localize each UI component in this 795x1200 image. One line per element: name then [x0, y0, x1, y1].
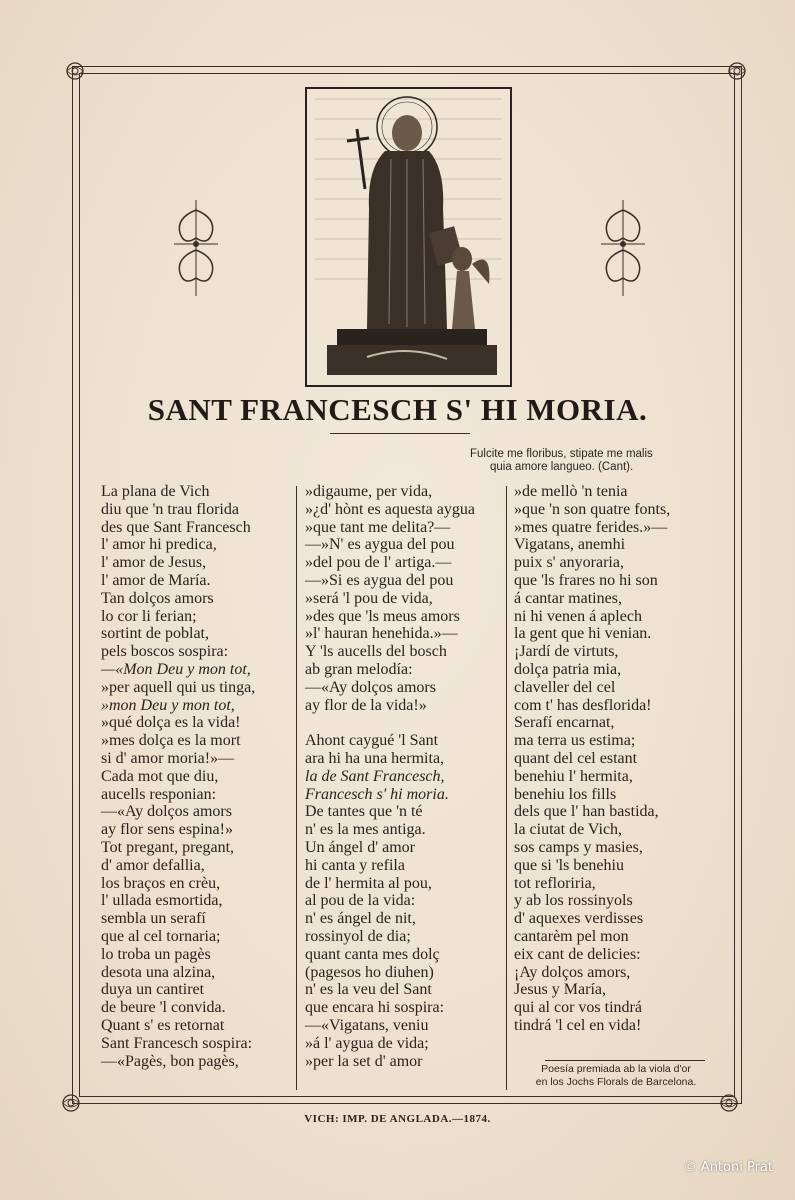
- poem-line: n' es la veu del Sant: [305, 981, 432, 999]
- poem-line: Cada mot que diu,: [101, 767, 219, 785]
- poem-line: diu que 'n trau florida: [101, 500, 239, 518]
- award-note: [516, 1063, 716, 1089]
- poem-line: eix cant de delicies:: [514, 945, 641, 963]
- poem-line: d' amor defallia,: [101, 856, 205, 874]
- poem-line: »l' hauran henehida.»—: [305, 625, 458, 643]
- poem-line: hi canta y refila: [305, 856, 405, 874]
- corner-ornament-top-right: [726, 60, 748, 82]
- poem-line: »¿d' hònt es aquesta aygua: [305, 500, 475, 518]
- poem-title: SANT FRANCESCH S' HI MORIA.: [147, 392, 648, 427]
- poem-line: á cantar matines,: [514, 589, 622, 607]
- poem-line: Sant Francesch sospira:: [101, 1034, 253, 1052]
- column-divider-1: [296, 486, 297, 1090]
- poem-line: »digaume, per vida,: [305, 483, 433, 500]
- poem-line: duya un cantiret: [101, 981, 205, 999]
- poem-line: com t' has desflorida!: [514, 696, 652, 714]
- poem-line: dolça patria mia,: [514, 660, 622, 678]
- poem-line: —»Si es aygua del pou: [305, 571, 454, 589]
- poem-line: la ciutat de Vich,: [514, 821, 623, 839]
- poem-line: (pagesos ho diuhen): [305, 963, 434, 981]
- poem-line: »mon Deu y mon tot,: [101, 696, 235, 714]
- poem-line: —«Ay dolços amors: [305, 678, 436, 696]
- poem-line: —»N' es aygua del pou: [305, 536, 455, 554]
- poem-line: »des que 'ls meus amors: [305, 607, 460, 625]
- poem-line: sembla un serafí: [101, 910, 206, 928]
- poem-line: »de mellò 'n tenia: [514, 483, 628, 500]
- poem-line: que si 'ls benehiu: [514, 856, 624, 874]
- poem-line: benehiu l' hermita,: [514, 767, 633, 785]
- poem-line: ab gran melodía:: [305, 660, 413, 678]
- poem-line: »per la set d' amor: [305, 1052, 423, 1070]
- poem-line: y ab los rossinyols: [514, 892, 633, 910]
- poem-line: aucells responian:: [101, 785, 217, 803]
- poem-line: ¡Jardí de virtuts,: [514, 643, 619, 661]
- poem-line: Quant s' es retornat: [101, 1016, 225, 1034]
- poem-line: des que Sant Francesch: [101, 518, 251, 536]
- poem-line: sortint de poblat,: [101, 625, 209, 643]
- poem-line: ara hi ha una hermita,: [305, 749, 445, 767]
- poem-line: —«Mon Deu y mon tot,: [101, 660, 251, 678]
- poem-line: »mes quatre ferides.»—: [514, 518, 668, 536]
- poem-line: La plana de Vich: [101, 483, 210, 500]
- poem-column-1: [101, 483, 255, 1070]
- poem-line: de l' hermita al pou,: [305, 874, 432, 892]
- poem-line: Un ángel d' amor: [305, 838, 415, 856]
- poem-line: [305, 714, 475, 732]
- epigraph-line: quia amore langueo. (Cant).: [490, 461, 634, 473]
- poem-line: benehiu los fills: [514, 785, 617, 803]
- poem-line: quant canta mes dolç: [305, 945, 440, 963]
- poem-line: lo cor li ferian;: [101, 607, 197, 625]
- poem-line: Serafí encarnat,: [514, 714, 615, 732]
- poem-line: ¡Ay dolços amors,: [514, 963, 631, 981]
- poem-line: puix s' anyoraria,: [514, 554, 624, 572]
- poem-line: »que 'n son quatre fonts,: [514, 500, 671, 518]
- poem-line: d' aquexes verdisses: [514, 910, 644, 928]
- poem-line: Ahont caygué 'l Sant: [305, 732, 439, 750]
- poem-line: ni hi venen á aplech: [514, 607, 642, 625]
- poem-line: pels boscos sospira:: [101, 643, 229, 661]
- poem-line: l' amor de María.: [101, 571, 211, 589]
- corner-ornament-top-left: [64, 60, 86, 82]
- poem-line: Y 'ls aucells del bosch: [305, 643, 447, 661]
- poem-line: tindrá 'l cel en vida!: [514, 1016, 642, 1034]
- photo-credit: © Antoni Prat: [683, 1160, 773, 1175]
- poem-line: ay flor de la vida!»: [305, 696, 427, 714]
- poem-line: claveller del cel: [514, 678, 616, 696]
- poem-line: »del pou de l' artiga.—: [305, 554, 452, 572]
- poem-line: Tot pregant, pregant,: [101, 838, 235, 856]
- poem-line: l' amor hi predica,: [101, 536, 217, 554]
- epigraph-line: Fulcite me floribus, stipate me malis: [470, 448, 653, 460]
- corner-ornament-bottom-right: [718, 1092, 740, 1114]
- poem-line: la de Sant Francesch,: [305, 767, 445, 785]
- poem-line: que encara hi sospira:: [305, 999, 445, 1017]
- poem-line: »será 'l pou de vida,: [305, 589, 433, 607]
- poem-line: rossinyol de dia;: [305, 927, 411, 945]
- title-divider: [330, 433, 470, 434]
- poem-line: ay flor sens espina!»: [101, 821, 233, 839]
- poem-line: Jesus y María,: [514, 981, 606, 999]
- poem-line: tot refloriria,: [514, 874, 596, 892]
- award-line: Poesía premiada ab la viola d'or: [541, 1063, 691, 1075]
- poem-line: —«Vigatans, veniu: [305, 1016, 429, 1034]
- poem-line: Francesch s' hi moria.: [305, 785, 449, 803]
- poem-line: l' amor de Jesus,: [101, 554, 207, 572]
- poem-column-2: [305, 483, 475, 1070]
- poem-line: al pou de la vida:: [305, 892, 416, 910]
- award-divider: [545, 1060, 705, 1061]
- poem-line: cantarèm pel mon: [514, 927, 629, 945]
- saint-woodcut-illustration: [305, 87, 512, 387]
- poem-line: lo troba un pagès: [101, 945, 211, 963]
- poem-line: n' es la mes antiga.: [305, 821, 426, 839]
- poem-line: ma terra us estima;: [514, 732, 636, 750]
- poem-line: »que tant me delita?—: [305, 518, 451, 536]
- poem-line: qui al cor vos tindrá: [514, 999, 642, 1017]
- award-line: en los Jochs Florals de Barcelona.: [535, 1076, 697, 1088]
- poem-line: desota una alzina,: [101, 963, 216, 981]
- epigraph: [470, 448, 700, 474]
- poem-line: quant del cel estant: [514, 749, 638, 767]
- poem-line: n' es ángel de nit,: [305, 910, 416, 928]
- poem-line: De tantes que 'n té: [305, 803, 423, 821]
- poem-line: —«Ay dolços amors: [101, 803, 232, 821]
- poem-line: si d' amor moria!»—: [101, 749, 235, 767]
- poem-line: »á l' aygua de vida;: [305, 1034, 429, 1052]
- poem-line: la gent que hi venian.: [514, 625, 652, 643]
- printer-imprint: VICH: IMP. DE ANGLADA.—1874.: [304, 1113, 491, 1125]
- poem-line: —«Pagès, bon pagès,: [101, 1052, 239, 1070]
- poem-line: »qué dolça es la vida!: [101, 714, 241, 732]
- poem-line: dels que l' han bastida,: [514, 803, 659, 821]
- poem-line: l' ullada esmortida,: [101, 892, 223, 910]
- poem-line: que 'ls frares no hi son: [514, 571, 658, 589]
- poem-line: sos camps y masies,: [514, 838, 643, 856]
- poem-column-3: [514, 483, 670, 1035]
- poem-line: Tan dolços amors: [101, 589, 214, 607]
- poem-line: Vigatans, anemhi: [514, 536, 626, 554]
- poem-line: »per aquell qui us tinga,: [101, 678, 256, 696]
- flourish-ornament-left: [170, 198, 222, 298]
- corner-ornament-bottom-left: [60, 1092, 82, 1114]
- flourish-ornament-right: [597, 198, 649, 298]
- poem-line: »mes dolça es la mort: [101, 732, 241, 750]
- column-divider-2: [506, 486, 507, 1090]
- poem-line: de beure 'l convida.: [101, 999, 226, 1017]
- poem-line: que al cel tornaria;: [101, 927, 221, 945]
- poem-line: los braços en crèu,: [101, 874, 221, 892]
